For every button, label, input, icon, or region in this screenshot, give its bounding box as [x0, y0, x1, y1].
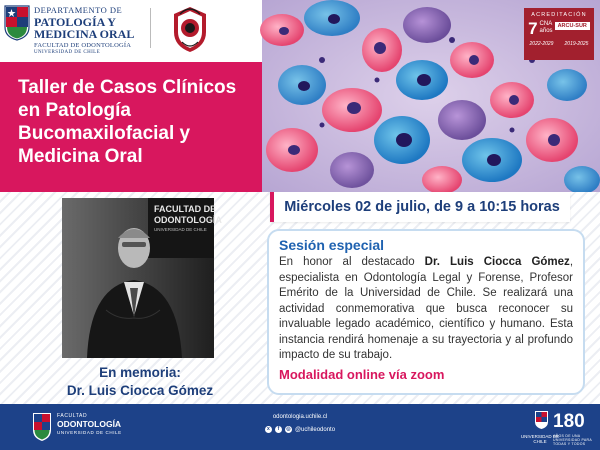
event-title-line3: Bucomaxilofacial y [18, 123, 191, 144]
facebook-icon[interactable]: f [275, 426, 282, 433]
session-description [279, 255, 573, 364]
anniversary-subtitle: AÑOS DE UNA UNIVERSIDAD PARA TODAS Y TODOS [553, 434, 592, 446]
footer-fac-small: FACULTAD [57, 413, 88, 419]
header [0, 0, 262, 62]
accreditation-arcu-label: ARCU-SUR [555, 22, 590, 30]
accreditation-cna-label: CNA [539, 21, 553, 27]
dept-line3: MEDICINA ORAL [34, 26, 135, 41]
portrait-sign-line1: FACULTAD DE [154, 204, 217, 214]
histology-photo [262, 0, 600, 192]
dept-line1: DEPARTAMENTO DE [34, 5, 123, 15]
dept-line4: FACULTAD DE ODONTOLOGÍA [34, 41, 132, 49]
session-body-after: , especialista en Odontología Legal y Forense, Profesor Emérito de la Universidad de Chile. Se realizará una actividad conmemorativa que busca reconocer su invaluable legado académico, científico y humano. Esta instancia rendirá homenaje a su trayectoria y al profundo impacto de su trabajo. [279, 256, 574, 361]
accreditation-badge [524, 8, 594, 60]
memorial-caption-line2: Dr. Luis Ciocca Gómez [66, 383, 214, 398]
header-divider [150, 8, 151, 48]
footer-fac-name: ODONTOLOGÍA [57, 419, 122, 429]
anniversary-number: 180 [553, 411, 585, 432]
portrait-sign-line2: ODONTOLOGÍA [154, 215, 222, 225]
accreditation-years-number: 7 [528, 19, 538, 38]
faculty-logo-text [57, 414, 122, 435]
footer-contact [230, 414, 370, 433]
session-modality: Modalidad online vía zoom [279, 366, 445, 382]
footer-website-link[interactable]: odontologia.uchile.cl [272, 414, 328, 420]
university-shield-icon-footer [534, 410, 549, 430]
accreditation-arcu-period: 2019-2025 [564, 41, 589, 47]
memorial-caption [50, 364, 230, 400]
department-logo-text [34, 6, 134, 55]
session-title: Sesión especial [279, 237, 385, 253]
twitter-icon[interactable]: x [265, 426, 272, 433]
title-band [0, 62, 262, 192]
footer-fac-univ: UNIVERSIDAD DE CHILE [57, 429, 122, 435]
department-seal-icon [166, 4, 214, 54]
event-title [18, 76, 252, 168]
instagram-icon[interactable]: ◎ [286, 426, 291, 432]
memorial-caption-line1: En memoria: [99, 365, 181, 380]
portrait-photo [62, 198, 222, 358]
event-title-line2: en Patología [18, 100, 131, 121]
session-honoree-name: Dr. Luis Ciocca Gómez [424, 256, 570, 268]
event-date-box [270, 192, 570, 222]
portrait-image [62, 198, 222, 358]
accreditation-years-word: años [539, 28, 553, 34]
university-shield-icon [4, 5, 30, 41]
accreditation-cna-period: 2022-2029 [529, 41, 554, 47]
footer-social-handle[interactable]: @uchileodonto [294, 426, 336, 433]
footer [0, 404, 600, 450]
footer-university-name: UNIVERSIDAD DE CHILE [520, 434, 560, 444]
event-title-line4: Medicina Oral [18, 146, 143, 167]
event-title-line1: Taller de Casos Clínicos [18, 77, 237, 98]
footer-social [230, 426, 370, 433]
session-card [267, 229, 585, 395]
event-date: Miércoles 02 de julio, de 9 a 10:15 horas [284, 199, 560, 215]
dept-line2: PATOLOGÍA Y [34, 14, 116, 29]
portrait-sign-line3: UNIVERSIDAD DE CHILE [154, 227, 207, 232]
dept-line5: UNIVERSIDAD DE CHILE [34, 50, 101, 55]
session-body-before: En honor al destacado [279, 256, 425, 268]
faculty-shield-icon [32, 412, 52, 442]
accreditation-label: ACREDITACIÓN [531, 12, 587, 18]
